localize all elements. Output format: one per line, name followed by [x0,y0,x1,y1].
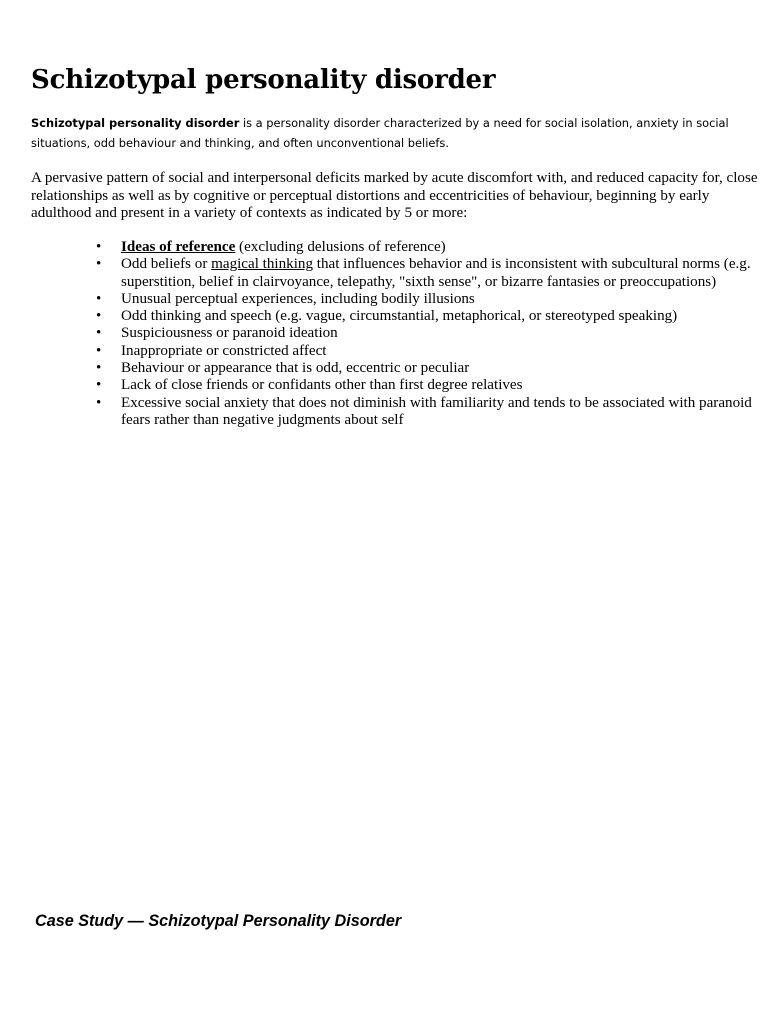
intro-paragraph [31,113,761,153]
page-title: Schizotypal personality disorder [31,65,496,95]
list-item [96,239,761,256]
list-item: • Suspiciousness or paranoid ideation [96,325,761,342]
lead-paragraph: A pervasive pattern of social and interpersonal deficits marked by acute discomfort with, and reduced capacity for, close relationships as well as by cognitive or perceptual distortions and eccentricities of behaviour, beginning by early adulthood and present in a variety of contexts as indicated by 5 or more: [31,170,758,221]
list-item-text: Odd beliefs or [121,256,212,273]
list-item: • Excessive social anxiety that does not diminish with familiarity and tends to be associated with paranoid fears rather than negative judgments about self [96,395,761,430]
list-item: • Lack of close friends or confidants other than first degree relatives [96,377,761,394]
ideas-of-reference-link[interactable]: Ideas of reference [121,239,236,255]
case-study-footer: Case Study — Schizotypal Personality Disorder [35,912,402,930]
list-item-text: that influences behavior and is inconsistent with subcultural norms (e.g. superstition, belief in clairvoyance, telepathy, "sixth sense", or bizarre fantasies or preoccupations) [121,256,751,290]
intro-text: is a personality disorder characterized by a need for social isolation, anxiety in social situations, odd behaviour and thinking, and often unconventional beliefs. [31,116,729,150]
magical-thinking-link[interactable]: magical thinking [211,256,313,273]
intro-term: Schizotypal personality disorder [31,116,240,130]
list-item: • Behaviour or appearance that is odd, eccentric or peculiar [96,360,761,377]
list-item-text: (excluding delusions of reference) [235,239,446,255]
criteria-list [96,239,761,429]
list-item [96,256,761,291]
list-item: • Inappropriate or constricted affect [96,343,761,360]
list-item: • Odd thinking and speech (e.g. vague, circumstantial, metaphorical, or stereotyped speaking) [96,308,761,325]
list-item: • Unusual perceptual experiences, including bodily illusions [96,291,761,308]
